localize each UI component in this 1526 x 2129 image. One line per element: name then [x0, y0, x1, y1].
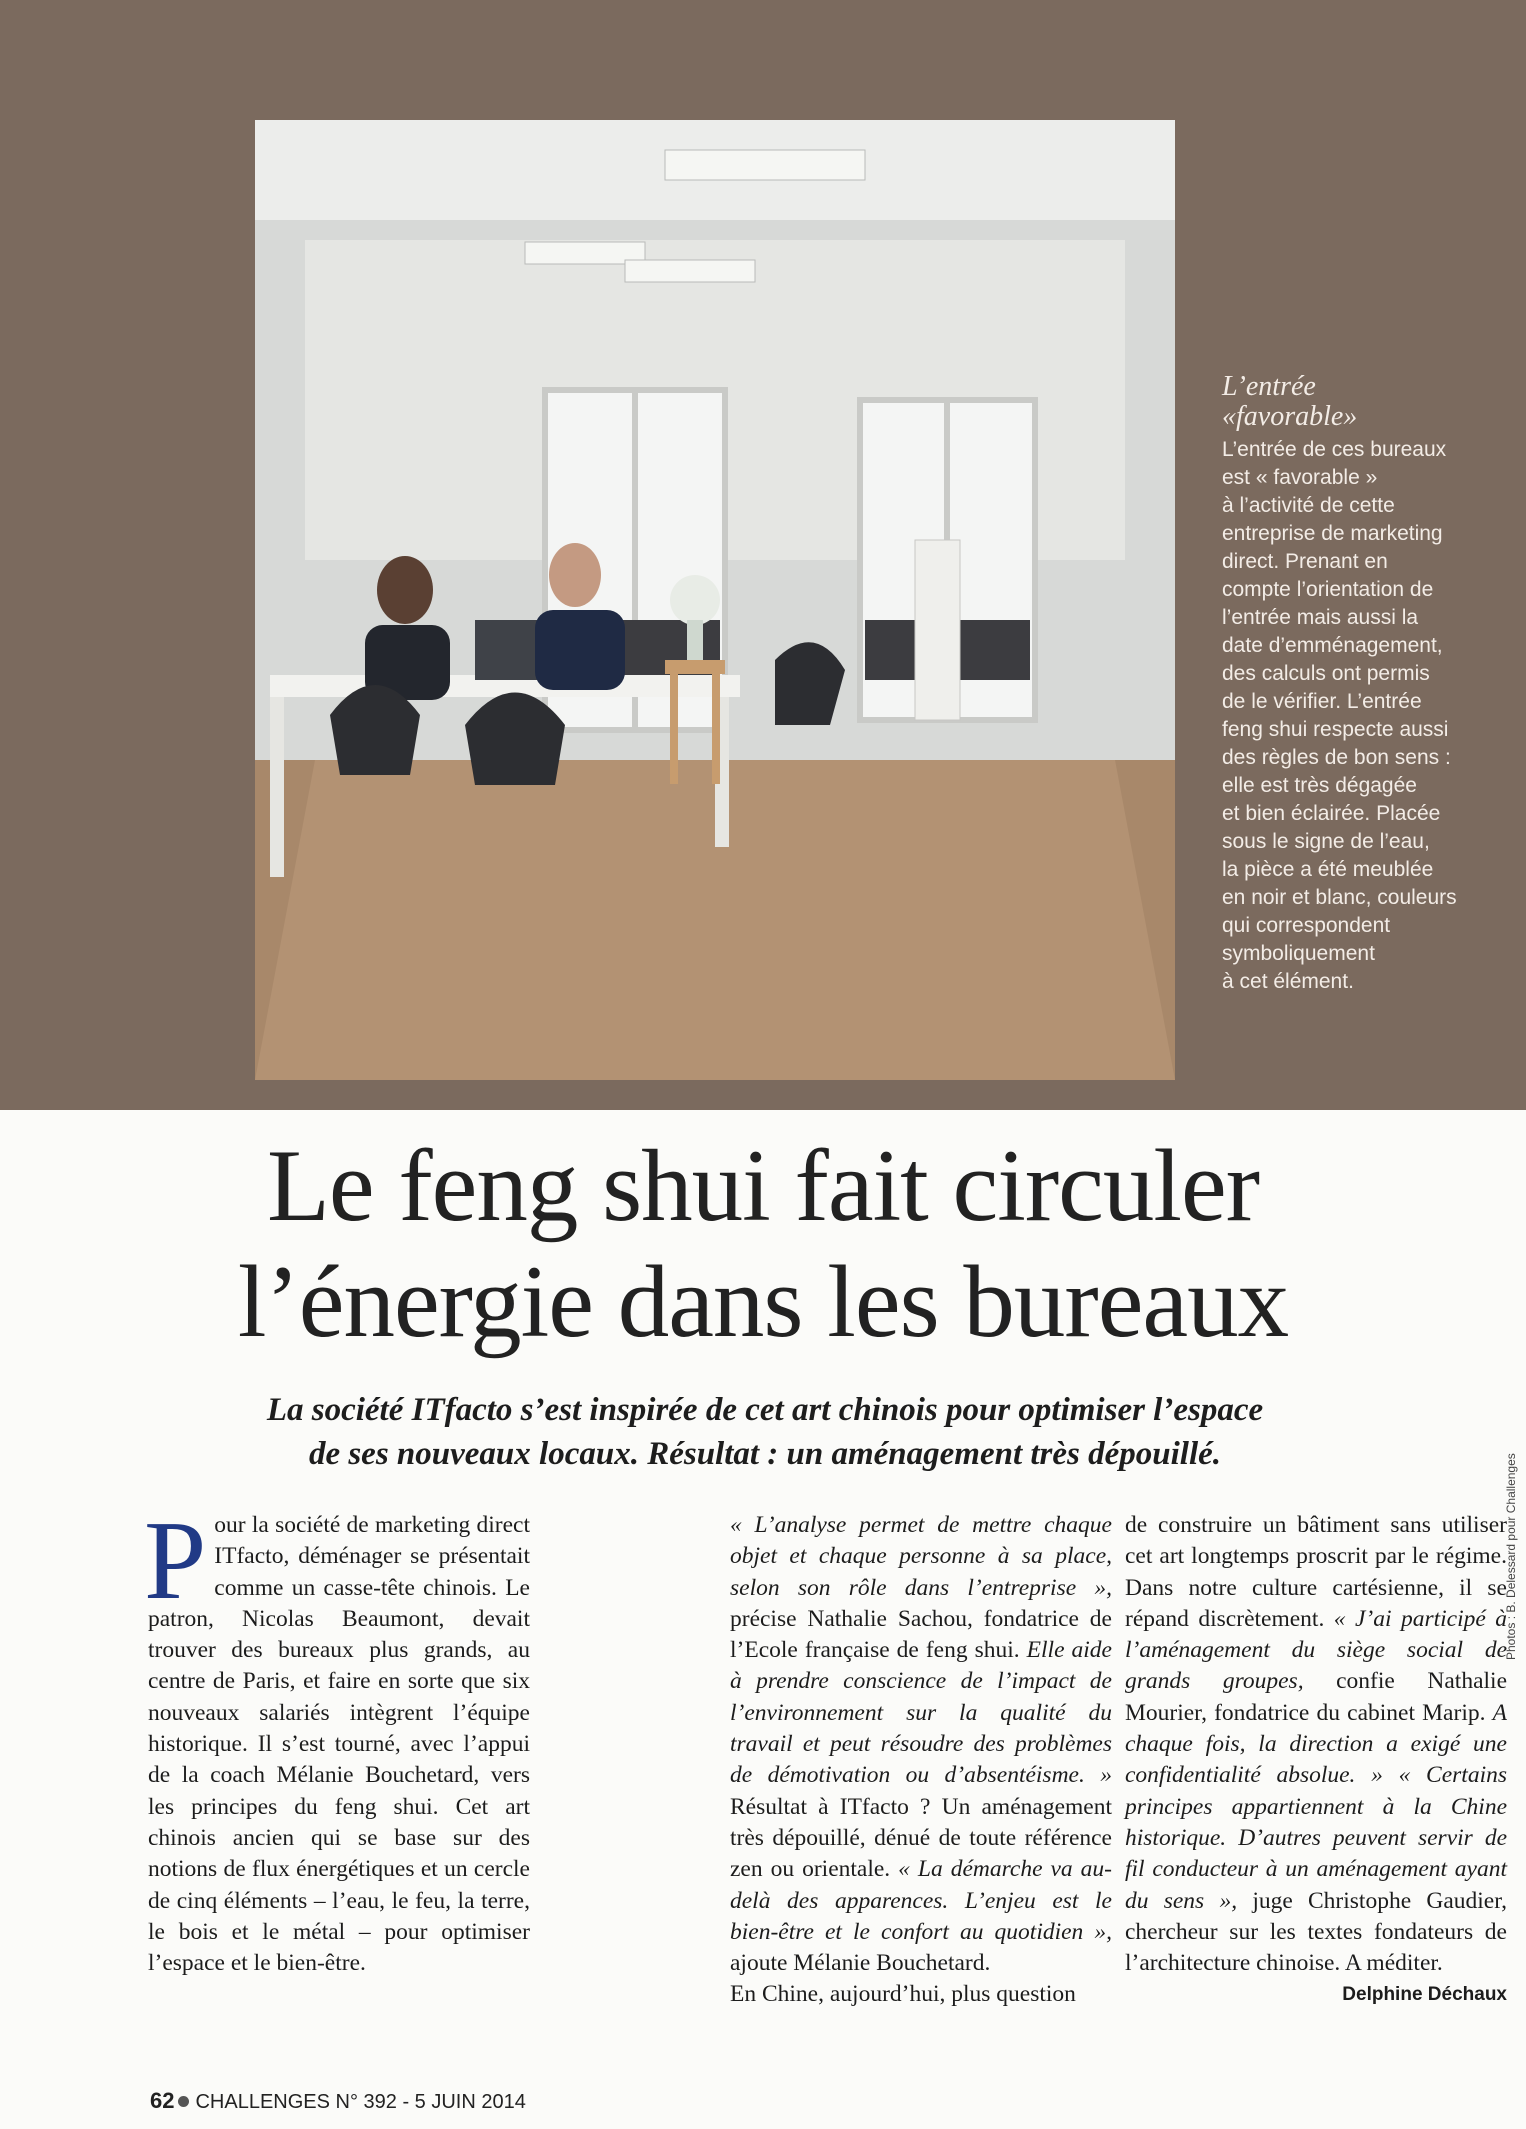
article-deck — [60, 1388, 1470, 1476]
caption-line: sous le signe de l’eau, — [1222, 830, 1430, 853]
photo-caption — [1222, 372, 1492, 996]
caption-line: l’entrée mais aussi la — [1222, 606, 1419, 629]
article-column-3 — [1125, 1510, 1507, 2011]
column-3-paragraph — [1125, 1510, 1507, 2006]
article-column-2 — [730, 1510, 1112, 2011]
article-headline — [0, 1128, 1526, 1360]
quote: Elle aide à prendre conscience de l’impact de l’environnement sur la qualité du travail et peut résoudre des problèmes de démotivation ou d’absentéisme. » — [730, 1637, 1112, 1789]
body-text: juge Christophe Gaudier, chercheur sur les textes fondateurs de l’architecture chinoise. A méditer. — [1125, 1887, 1507, 1977]
caption-line: feng shui respecte aussi — [1222, 718, 1449, 741]
quote: A chaque fois, la direction a exigé une confidentialité absolue. » « Certains principes appartiennent à la Chine historique. D’autres peuvent servir de fil conducteur à un aménagement ayant du sens », — [1125, 1699, 1507, 1914]
caption-line: à cet élément. — [1222, 970, 1354, 993]
caption-line: des règles de bon sens : — [1222, 746, 1451, 769]
caption-line: la pièce a été meublée — [1222, 858, 1434, 881]
caption-line: et bien éclairée. Placée — [1222, 802, 1441, 825]
office-room-illustration — [255, 120, 1175, 1080]
caption-line: de le vérifier. L’entrée — [1222, 690, 1422, 713]
bullet-dot-icon — [178, 2096, 189, 2107]
drop-cap: P — [144, 1499, 207, 1623]
body-text: Résultat à ITfacto ? Un aménagement très dépouillé, dénué de toute référence zen ou orientale. — [730, 1793, 1112, 1883]
caption-line: en noir et blanc, couleurs — [1222, 886, 1457, 909]
article-column-1 — [144, 1499, 530, 1979]
magazine-issue: CHALLENGES N° 392 - 5 JUIN 2014 — [195, 2091, 526, 2113]
quote: « La démarche va au-delà des apparences. L’enjeu est le bien-être et le confort au quotidien », — [730, 1856, 1112, 1945]
author-byline: Delphine Déchaux — [1342, 1984, 1507, 2006]
quote: « J’ai participé à l’aménagement du siège social de grands groupes, — [1125, 1605, 1507, 1695]
column-1-text: our la société de marketing direct ITfacto, déménager se présentait comme un casse-tête chinois. Le patron, Nicolas Beaumont, devait trouver des bureaux plus grands, au centre de Paris, et faire en sorte que six nouveaux salariés intègrent l’équipe historique. Il s’est tourné, avec l’appui de la coach Mélanie Bouchetard, vers les principes du feng shui. Cet art chinois ancien qui se base sur des notions de flux énergétiques et un cercle de cinq éléments – l’eau, le feu, la terre, le bois et le métal – pour optimiser l’espace et le bien-être. — [148, 1512, 530, 1977]
caption-title — [1222, 372, 1492, 432]
caption-line: elle est très dégagée — [1222, 774, 1417, 797]
body-text: confie Nathalie Mourier, fondatrice du cabinet Marip. — [1125, 1668, 1507, 1726]
column-2-paragraph — [730, 1510, 1112, 1979]
headline-line-2: l’énergie dans les bureaux — [237, 1245, 1289, 1359]
body-text: de construire un bâtiment sans utiliser cet art longtemps proscrit par le régime. Dans notre culture cartésienne, il se répand discrètement. — [1125, 1512, 1507, 1632]
page-number: 62 — [150, 2088, 175, 2113]
caption-line: entreprise de marketing — [1222, 522, 1443, 545]
photo-credit: Photos : B. Delessard pour Challenges — [1504, 1453, 1518, 1660]
caption-line: symboliquement — [1222, 942, 1375, 965]
caption-line: qui correspondent — [1222, 914, 1391, 937]
caption-line: est « favorable » — [1222, 466, 1378, 489]
page-footer — [150, 2088, 526, 2114]
caption-line: date d’emménagement, — [1222, 634, 1443, 657]
body-text: précise Nathalie Sachou, fondatrice de l’Ecole française de feng shui. — [730, 1605, 1112, 1664]
deck-line-1: La société ITfacto s’est inspirée de cet art chinois pour optimiser l’espace — [266, 1392, 1264, 1428]
caption-line: des calculs ont permis — [1222, 662, 1430, 685]
column-2-paragraph: En Chine, aujourd’hui, plus question — [730, 1981, 1076, 2008]
deck-line-2: de ses nouveaux locaux. Résultat : un aménagement très dépouillé. — [308, 1436, 1222, 1472]
caption-line: L’entrée de ces bureaux — [1222, 438, 1447, 461]
caption-line: compte l’orientation de — [1222, 578, 1434, 601]
body-text: ajoute Mélanie Bouchetard. — [730, 1950, 991, 1977]
caption-title-line: «favorable» — [1222, 401, 1358, 432]
headline-line-1: Le feng shui fait circuler — [266, 1129, 1260, 1243]
quote: « L’analyse permet de mettre chaque objet et chaque personne à sa place, selon son rôle dans l’entreprise », — [730, 1512, 1112, 1601]
caption-line: direct. Prenant en — [1222, 550, 1388, 573]
caption-line: à l’activité de cette — [1222, 494, 1395, 517]
caption-title-line: L’entrée — [1222, 371, 1316, 402]
